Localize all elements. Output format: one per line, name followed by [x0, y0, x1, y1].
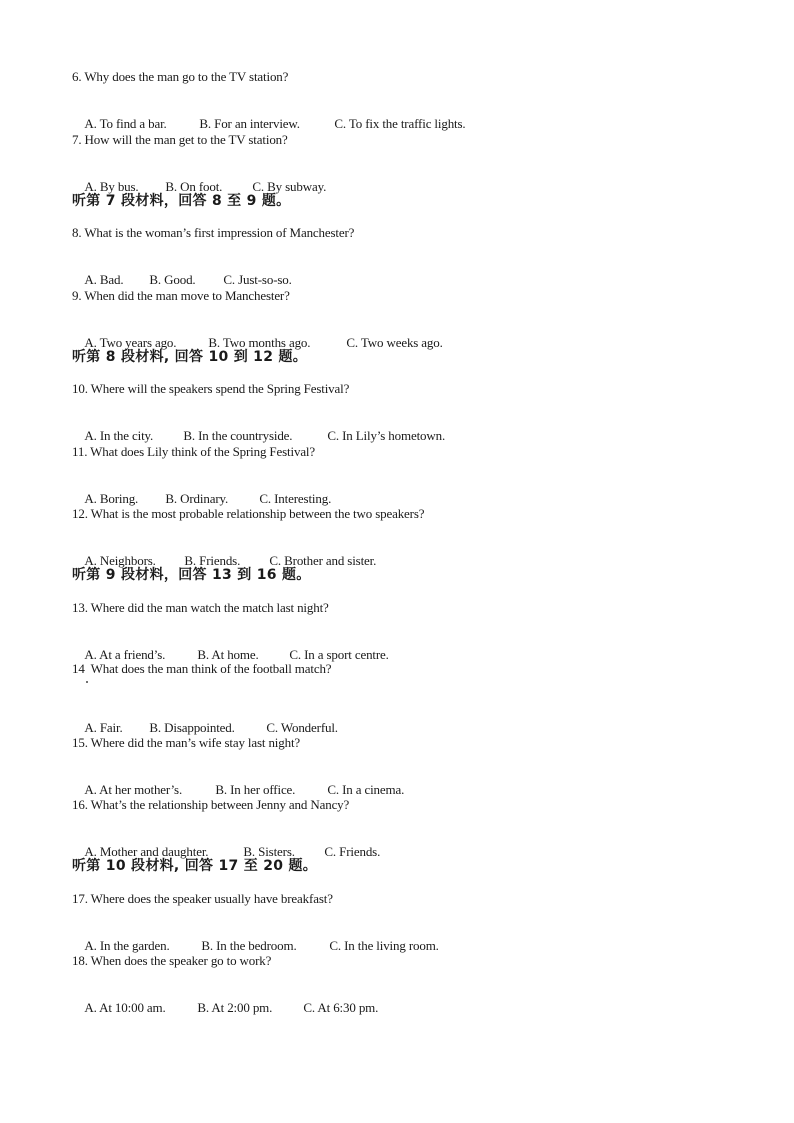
- option-c: C. Two weeks ago.: [346, 335, 443, 350]
- option-b: B. Sisters.: [243, 844, 295, 859]
- option-b: B. In the countryside.: [183, 428, 293, 443]
- option-b: B. In the bedroom.: [201, 938, 297, 953]
- option-b: B. Friends.: [184, 553, 241, 568]
- option-a: A. In the city.: [84, 428, 154, 443]
- question-14: 14 What does the man think of the football match?: [72, 661, 332, 676]
- option-c: C. To fix the traffic lights.: [334, 116, 466, 131]
- option-c: C. Just-so-so.: [223, 272, 292, 287]
- question-10: 10. Where will the speakers spend the Spring Festival?: [72, 381, 350, 396]
- option-c: C. In the living room.: [329, 938, 439, 953]
- option-a: A. Neighbors.: [84, 553, 156, 568]
- option-a: A. Mother and daughter.: [84, 844, 209, 859]
- option-a: A. To find a bar.: [84, 116, 167, 131]
- question-6: 6. Why does the man go to the TV station?: [72, 69, 289, 84]
- option-c: C. At 6:30 pm.: [303, 1000, 379, 1015]
- question-11: 11. What does Lily think of the Spring Festival?: [72, 444, 316, 459]
- option-b: B. Good.: [149, 272, 196, 287]
- option-c: C. In a sport centre.: [289, 647, 389, 662]
- question-12: 12. What is the most probable relationship between the two speakers?: [72, 506, 425, 521]
- option-c: C. Brother and sister.: [269, 553, 377, 568]
- option-a: A. Two years ago.: [84, 335, 177, 350]
- option-b: B. Disappointed.: [149, 720, 235, 735]
- option-a: A. Boring.: [84, 491, 139, 506]
- option-a: A. At a friend’s.: [84, 647, 166, 662]
- question-7: 7. How will the man get to the TV station?: [72, 132, 288, 147]
- option-b: B. On foot.: [165, 179, 223, 194]
- option-a: A. By bus.: [84, 179, 139, 194]
- option-b: B. Ordinary.: [165, 491, 229, 506]
- option-a: A. Fair.: [84, 720, 123, 735]
- option-c: C. Interesting.: [259, 491, 332, 506]
- section-heading-8: 听第 8 段材料, 回答 10 到 12 题。: [72, 349, 308, 365]
- stray-dot: [86, 681, 88, 683]
- option-b: B. At home.: [197, 647, 259, 662]
- option-b: B. In her office.: [215, 782, 296, 797]
- option-b: B. For an interview.: [199, 116, 300, 131]
- question-8: 8. What is the woman’s first impression of Manchester?: [72, 225, 355, 240]
- option-c: C. In Lily’s hometown.: [327, 428, 446, 443]
- question-17: 17. Where does the speaker usually have breakfast?: [72, 891, 333, 906]
- question-16: 16. What’s the relationship between Jenny and Nancy?: [72, 797, 350, 812]
- option-c: C. By subway.: [252, 179, 327, 194]
- section-heading-9: 听第 9 段材料，回答 13 到 16 题。: [72, 567, 311, 583]
- option-a: A. At her mother’s.: [84, 782, 183, 797]
- option-c: C. In a cinema.: [327, 782, 405, 797]
- option-a: A. In the garden.: [84, 938, 170, 953]
- option-c: C. Wonderful.: [266, 720, 338, 735]
- section-heading-7: 听第 7 段材料，回答 8 至 9 题。: [72, 193, 291, 209]
- option-a: A. Bad.: [84, 272, 124, 287]
- question-13: 13. Where did the man watch the match last night?: [72, 600, 329, 615]
- question-9: 9. When did the man move to Manchester?: [72, 288, 290, 303]
- question-15: 15. Where did the man’s wife stay last night?: [72, 735, 301, 750]
- question-18: 18. When does the speaker go to work?: [72, 953, 272, 968]
- options-18: [72, 984, 378, 1032]
- option-b: B. At 2:00 pm.: [197, 1000, 273, 1015]
- option-c: C. Friends.: [324, 844, 381, 859]
- option-b: B. Two months ago.: [208, 335, 311, 350]
- section-heading-10: 听第 10 段材料, 回答 17 至 20 题。: [72, 858, 318, 874]
- option-a: A. At 10:00 am.: [84, 1000, 166, 1015]
